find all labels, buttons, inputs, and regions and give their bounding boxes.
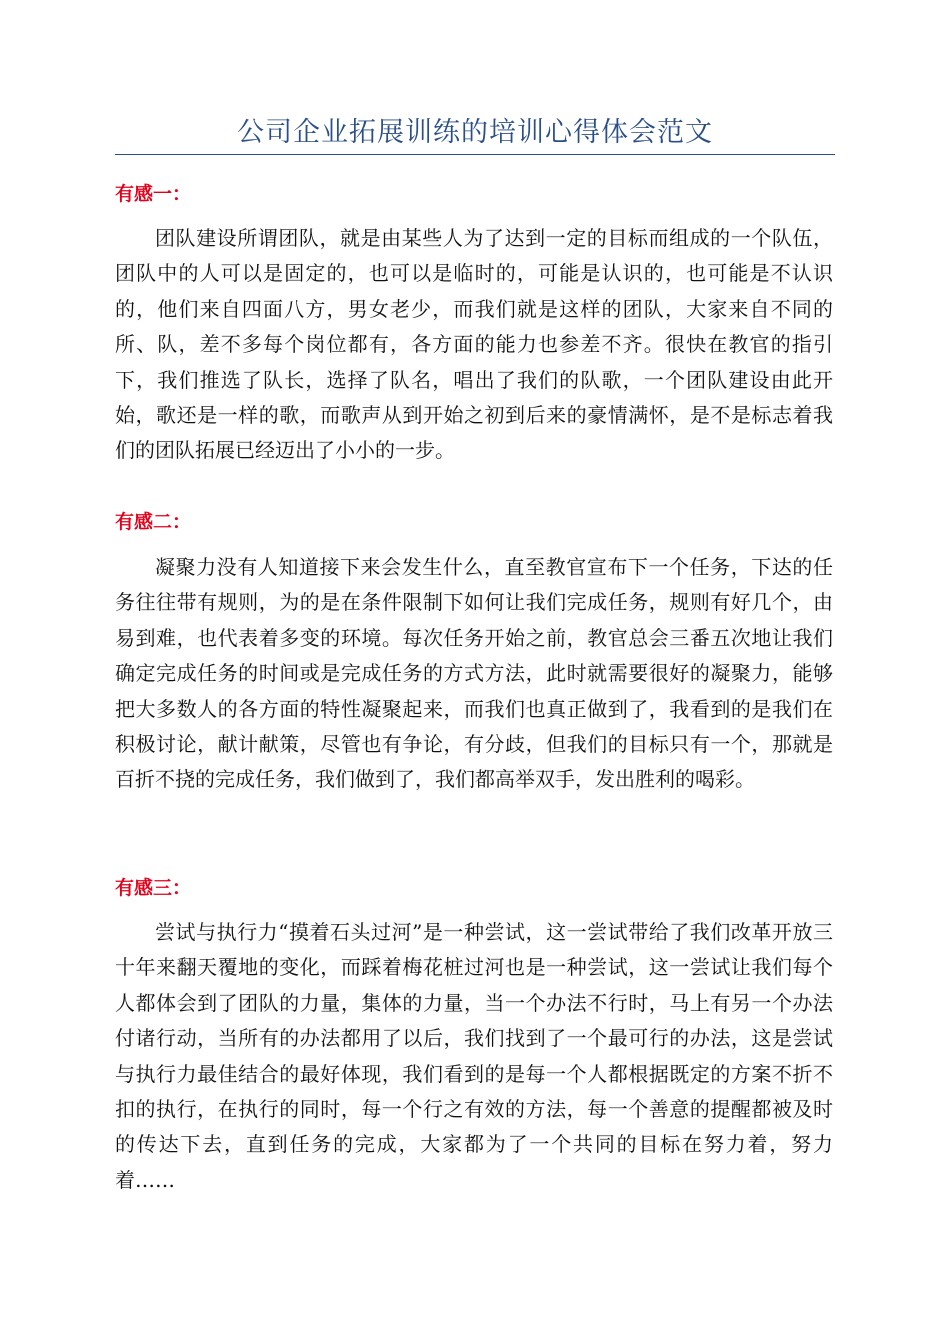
section-2-heading: 有感二： <box>115 511 192 533</box>
section-3-heading: 有感三： <box>115 877 192 899</box>
title-divider <box>115 154 835 155</box>
section-1-body: 团队建设所谓团队，就是由某些人为了达到一定的目标而组成的一个队伍，团队中的人可以是固定的，也可以是临时的，可能是认识的，也可能是不认识的，他们来自四面八方，男女老少，而我们就是这样的团队，大家来自不同的所、队，差不多每个岗位都有，各方面的能力也参差不齐。很快在教官的指引下，我们推选了队长，选择了队名，唱出了我们的队歌，一个团队建设由此开始，歌还是一样的歌，而歌声从到开始之初到后来的豪情满怀，是不是标志着我们的团队拓展已经迈出了小小的一步。 <box>115 226 833 463</box>
section-3-body: 尝试与执行力“摸着石头过河”是一种尝试，这一尝试带给了我们改革开放三十年来翻天覆地的变化，而踩着梅花桩过河也是一种尝试，这一尝试让我们每个人都体会到了团队的力量，集体的力量，当一个办法不行时，马上有另一个办法付诸行动，当所有的办法都用了以后，我们找到了一个最可行的办法，这是尝试与执行力最佳结合的最好体现，我们看到的是每一个人都根据既定的方案不折不扣的执行，在执行的同时，每一个行之有效的方法，每一个善意的提醒都被及时的传达下去，直到任务的完成，大家都为了一个共同的目标在努力着，努力着…… <box>115 920 833 1192</box>
page-title: 公司企业拓展训练的培训心得体会范文 <box>237 117 713 148</box>
section-1-heading: 有感一： <box>115 183 192 205</box>
section-2-body: 凝聚力没有人知道接下来会发生什么，直至教官宣布下一个任务，下达的任务往往带有规则，为的是在条件限制下如何让我们完成任务，规则有好几个，由易到难，也代表着多变的环境。每次任务开始之前，教官总会三番五次地让我们确定完成任务的时间或是完成任务的方式方法，此时就需要很好的凝聚力，能够把大多数人的各方面的特性凝聚起来，而我们也真正做到了，我看到的是我们在积极讨论，献计献策，尽管也有争论，有分歧，但我们的目标只有一个，那就是百折不挠的完成任务，我们做到了，我们都高举双手，发出胜利的喝彩。 <box>115 555 833 792</box>
